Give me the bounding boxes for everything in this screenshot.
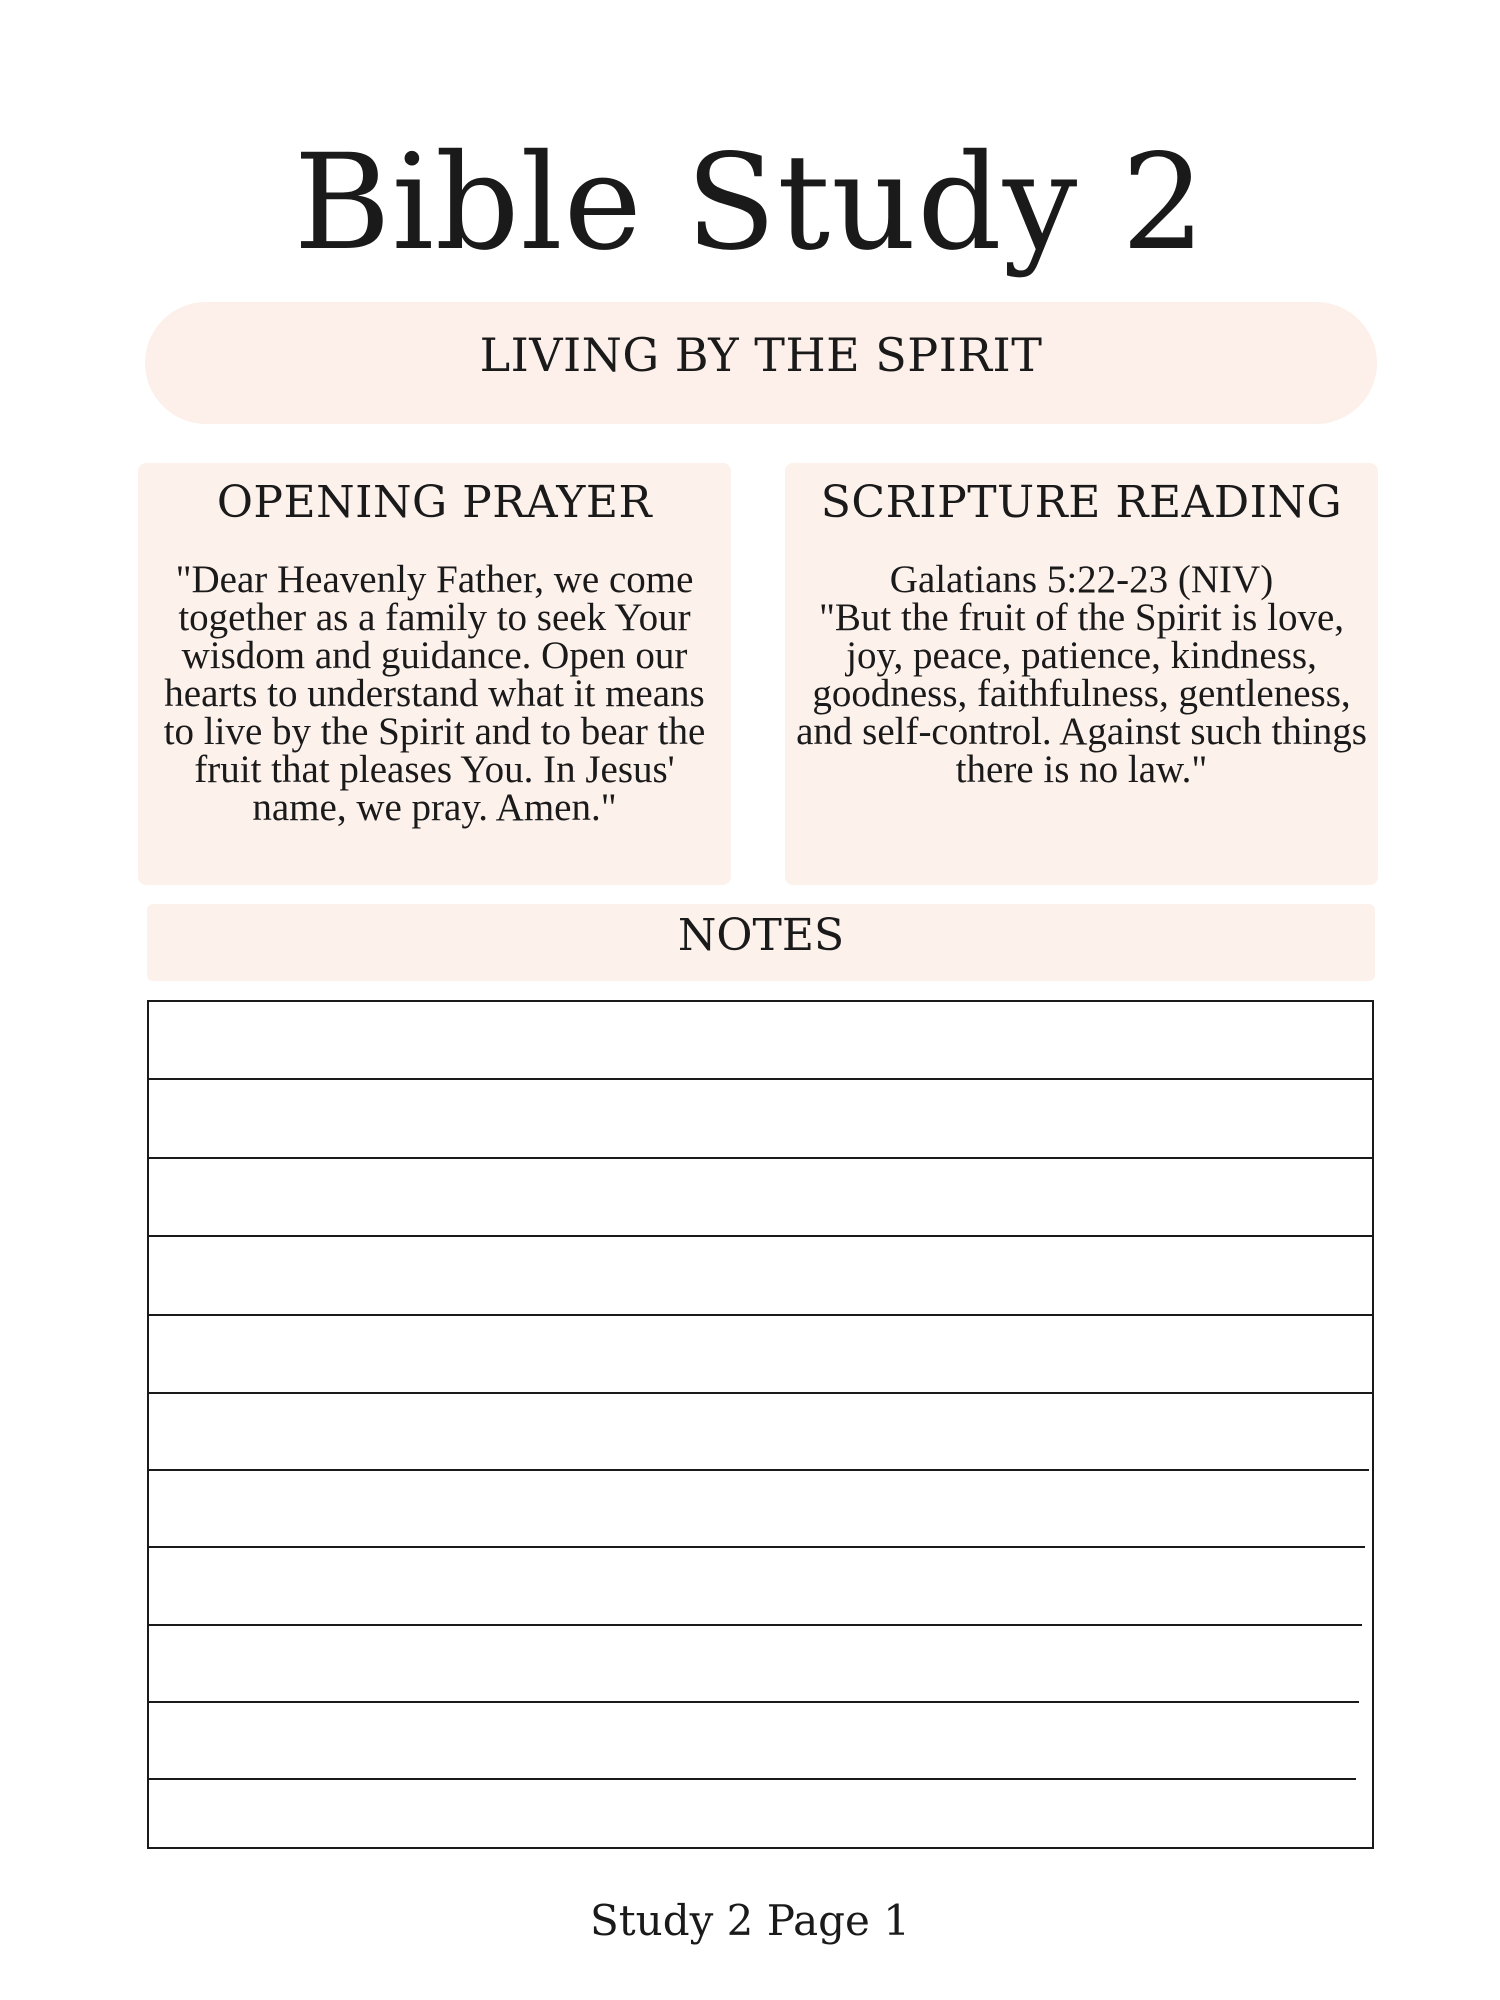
scripture-reading-heading: SCRIPTURE READING xyxy=(820,477,1343,528)
notes-header xyxy=(147,904,1375,981)
notes-heading: NOTES xyxy=(677,910,845,961)
opening-prayer-text: "Dear Heavenly Father, we come together as a family to seek Your wisdom and guidance. Open our hearts to understand what it means to live by the Spirit and to bear the fruit that pleases You. In Jesus' name, we pray. Amen." xyxy=(163,558,706,829)
subtitle-text: LIVING BY THE SPIRIT xyxy=(479,328,1043,382)
page-title: Bible Study 2 xyxy=(293,126,1207,280)
note-line xyxy=(149,1078,1372,1080)
scripture-reading-body xyxy=(785,558,1378,791)
note-line xyxy=(149,1314,1372,1316)
notes-writing-area[interactable] xyxy=(147,1000,1374,1849)
opening-prayer-card xyxy=(138,463,731,885)
note-line xyxy=(149,1469,1369,1471)
scripture-reference: Galatians 5:22-23 (NIV) xyxy=(889,558,1274,601)
note-line xyxy=(149,1235,1372,1237)
note-line xyxy=(149,1546,1365,1548)
page-footer: Study 2 Page 1 xyxy=(590,1896,910,1945)
note-line xyxy=(149,1701,1359,1703)
note-line xyxy=(149,1624,1362,1626)
scripture-text: "But the fruit of the Spirit is love, joy, peace, patience, kindness, goodness, faithfulness, gentleness, and self-control. Against such things there is no law." xyxy=(796,596,1367,791)
scripture-reading-card xyxy=(785,463,1378,885)
note-line xyxy=(149,1392,1372,1394)
note-line xyxy=(149,1778,1356,1780)
note-line xyxy=(149,1157,1372,1159)
subtitle-banner xyxy=(145,302,1377,424)
opening-prayer-heading: OPENING PRAYER xyxy=(216,477,653,528)
